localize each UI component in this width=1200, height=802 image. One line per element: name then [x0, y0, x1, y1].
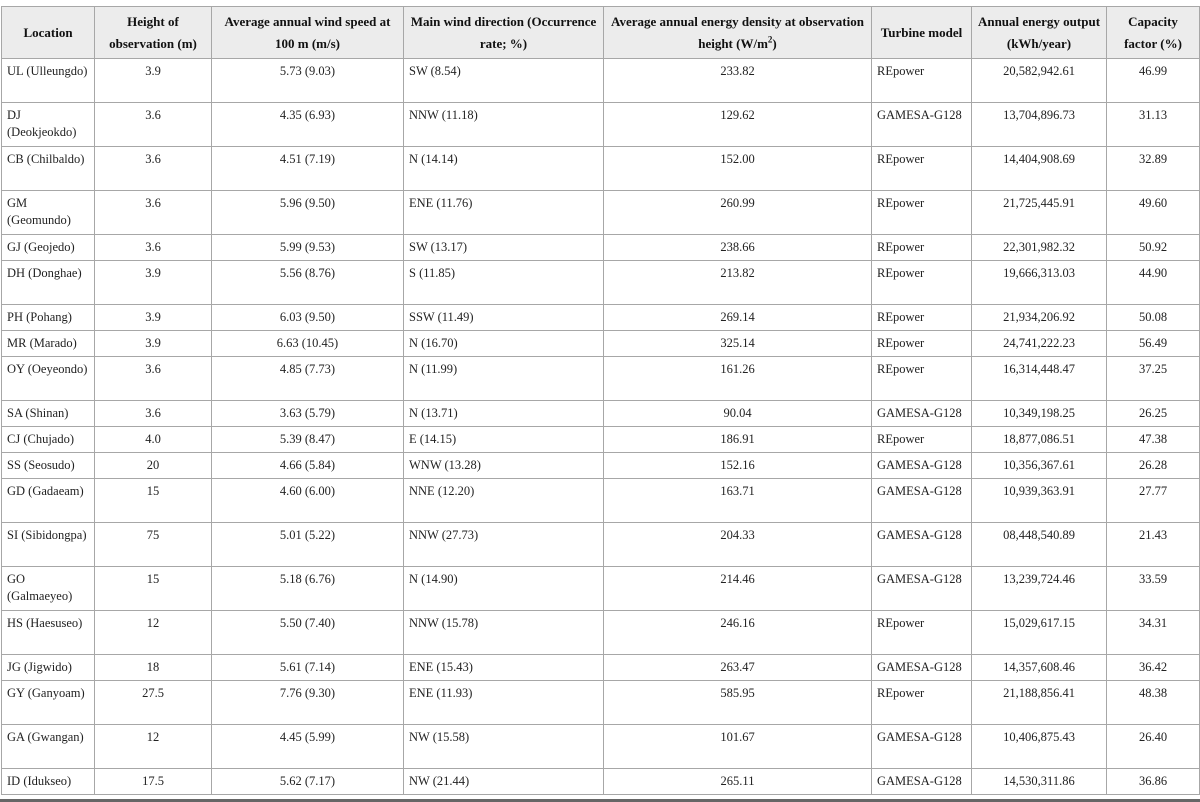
- cell-turbine: REpower: [872, 191, 972, 235]
- cell-height: 3.6: [95, 147, 212, 191]
- cell-direction: NNW (27.73): [404, 523, 604, 567]
- cell-density: 585.95: [604, 681, 872, 725]
- cell-density: 90.04: [604, 401, 872, 427]
- cell-output: 10,356,367.61: [972, 453, 1107, 479]
- table-row: [2, 59, 1200, 103]
- cell-density: 238.66: [604, 235, 872, 261]
- cell-location: MR (Marado): [2, 331, 95, 357]
- cell-location: GY (Ganyoam): [2, 681, 95, 725]
- table-row: [2, 357, 1200, 401]
- table-row: [2, 655, 1200, 681]
- cell-capacity: 31.13: [1107, 103, 1200, 147]
- cell-capacity: 27.77: [1107, 479, 1200, 523]
- cell-density: 214.46: [604, 567, 872, 611]
- cell-capacity: 21.43: [1107, 523, 1200, 567]
- cell-output: 20,582,942.61: [972, 59, 1107, 103]
- cell-turbine: GAMESA-G128: [872, 401, 972, 427]
- cell-turbine: REpower: [872, 305, 972, 331]
- cell-output: 21,188,856.41: [972, 681, 1107, 725]
- cell-speed: 4.51 (7.19): [212, 147, 404, 191]
- header-location: Location: [2, 7, 95, 59]
- cell-capacity: 37.25: [1107, 357, 1200, 401]
- cell-turbine: REpower: [872, 427, 972, 453]
- header-density-superscript: 2: [767, 34, 773, 45]
- cell-density: 186.91: [604, 427, 872, 453]
- cell-turbine: GAMESA-G128: [872, 453, 972, 479]
- cell-capacity: 56.49: [1107, 331, 1200, 357]
- cell-turbine: GAMESA-G128: [872, 567, 972, 611]
- header-density: [604, 7, 872, 59]
- cell-turbine: REpower: [872, 611, 972, 655]
- cell-height: 12: [95, 611, 212, 655]
- cell-location: DJ (Deokjeokdo): [2, 103, 95, 147]
- cell-turbine: REpower: [872, 331, 972, 357]
- cell-density: 233.82: [604, 59, 872, 103]
- cell-density: 204.33: [604, 523, 872, 567]
- cell-density: 246.16: [604, 611, 872, 655]
- header-row: [2, 7, 1200, 59]
- cell-location: CB (Chilbaldo): [2, 147, 95, 191]
- cell-turbine: REpower: [872, 147, 972, 191]
- cell-output: 10,406,875.43: [972, 725, 1107, 769]
- table-row: [2, 567, 1200, 611]
- cell-density: 161.26: [604, 357, 872, 401]
- cell-location: GM (Geomundo): [2, 191, 95, 235]
- cell-capacity: 50.08: [1107, 305, 1200, 331]
- cell-capacity: 34.31: [1107, 611, 1200, 655]
- table-row: [2, 611, 1200, 655]
- header-direction: Main wind direction (Occurrence rate; %): [404, 7, 604, 59]
- header-speed: Average annual wind speed at 100 m (m/s): [212, 7, 404, 59]
- cell-capacity: 26.25: [1107, 401, 1200, 427]
- table-row: [2, 305, 1200, 331]
- cell-speed: 7.76 (9.30): [212, 681, 404, 725]
- cell-speed: 5.01 (5.22): [212, 523, 404, 567]
- cell-density: 213.82: [604, 261, 872, 305]
- cell-speed: 4.35 (6.93): [212, 103, 404, 147]
- cell-output: 21,934,206.92: [972, 305, 1107, 331]
- cell-turbine: GAMESA-G128: [872, 655, 972, 681]
- cell-capacity: 33.59: [1107, 567, 1200, 611]
- cell-output: 10,939,363.91: [972, 479, 1107, 523]
- cell-output: 24,741,222.23: [972, 331, 1107, 357]
- cell-height: 3.6: [95, 191, 212, 235]
- cell-height: 75: [95, 523, 212, 567]
- cell-speed: 6.63 (10.45): [212, 331, 404, 357]
- cell-speed: 4.85 (7.73): [212, 357, 404, 401]
- cell-speed: 5.73 (9.03): [212, 59, 404, 103]
- cell-turbine: REpower: [872, 59, 972, 103]
- cell-height: 3.6: [95, 235, 212, 261]
- cell-turbine: REpower: [872, 681, 972, 725]
- cell-height: 18: [95, 655, 212, 681]
- cell-density: 152.00: [604, 147, 872, 191]
- cell-direction: E (14.15): [404, 427, 604, 453]
- cell-location: JG (Jigwido): [2, 655, 95, 681]
- cell-height: 3.6: [95, 103, 212, 147]
- header-capacity: Capacity factor (%): [1107, 7, 1200, 59]
- cell-height: 17.5: [95, 769, 212, 795]
- table-row: [2, 401, 1200, 427]
- cell-location: HS (Haesuseo): [2, 611, 95, 655]
- header-height: Height of observation (m): [95, 7, 212, 59]
- cell-height: 3.6: [95, 401, 212, 427]
- cell-capacity: 32.89: [1107, 147, 1200, 191]
- cell-output: 13,704,896.73: [972, 103, 1107, 147]
- table-row: [2, 453, 1200, 479]
- cell-direction: WNW (13.28): [404, 453, 604, 479]
- cell-speed: 4.66 (5.84): [212, 453, 404, 479]
- cell-height: 12: [95, 725, 212, 769]
- wind-energy-table: [1, 6, 1200, 795]
- cell-direction: S (11.85): [404, 261, 604, 305]
- cell-direction: NNE (12.20): [404, 479, 604, 523]
- cell-height: 20: [95, 453, 212, 479]
- cell-capacity: 46.99: [1107, 59, 1200, 103]
- cell-capacity: 48.38: [1107, 681, 1200, 725]
- table-row: [2, 261, 1200, 305]
- table-row: [2, 769, 1200, 795]
- header-turbine: Turbine model: [872, 7, 972, 59]
- cell-location: CJ (Chujado): [2, 427, 95, 453]
- cell-capacity: 50.92: [1107, 235, 1200, 261]
- cell-output: 22,301,982.32: [972, 235, 1107, 261]
- cell-height: 15: [95, 567, 212, 611]
- cell-height: 27.5: [95, 681, 212, 725]
- cell-turbine: GAMESA-G128: [872, 725, 972, 769]
- table-row: [2, 191, 1200, 235]
- cell-speed: 4.45 (5.99): [212, 725, 404, 769]
- cell-output: 14,404,908.69: [972, 147, 1107, 191]
- cell-capacity: 47.38: [1107, 427, 1200, 453]
- cell-capacity: 36.42: [1107, 655, 1200, 681]
- cell-capacity: 26.40: [1107, 725, 1200, 769]
- cell-turbine: GAMESA-G128: [872, 103, 972, 147]
- cell-location: GJ (Geojedo): [2, 235, 95, 261]
- cell-height: 3.6: [95, 357, 212, 401]
- cell-direction: SW (8.54): [404, 59, 604, 103]
- cell-output: 19,666,313.03: [972, 261, 1107, 305]
- cell-height: 3.9: [95, 331, 212, 357]
- cell-density: 263.47: [604, 655, 872, 681]
- header-density-close: ): [772, 35, 777, 51]
- header-density-text: Average annual energy density at observation height (W/m: [611, 13, 864, 51]
- cell-speed: 5.56 (8.76): [212, 261, 404, 305]
- cell-output: 15,029,617.15: [972, 611, 1107, 655]
- cell-output: 10,349,198.25: [972, 401, 1107, 427]
- cell-direction: NW (21.44): [404, 769, 604, 795]
- cell-direction: ENE (11.76): [404, 191, 604, 235]
- table-row: [2, 479, 1200, 523]
- cell-speed: 5.18 (6.76): [212, 567, 404, 611]
- cell-turbine: GAMESA-G128: [872, 523, 972, 567]
- cell-direction: SW (13.17): [404, 235, 604, 261]
- cell-density: 101.67: [604, 725, 872, 769]
- cell-output: 16,314,448.47: [972, 357, 1107, 401]
- table-body: [2, 59, 1200, 795]
- cell-capacity: 26.28: [1107, 453, 1200, 479]
- cell-capacity: 44.90: [1107, 261, 1200, 305]
- cell-height: 3.9: [95, 261, 212, 305]
- cell-location: GD (Gadaeam): [2, 479, 95, 523]
- cell-direction: ENE (11.93): [404, 681, 604, 725]
- cell-location: SS (Seosudo): [2, 453, 95, 479]
- table-row: [2, 331, 1200, 357]
- cell-location: PH (Pohang): [2, 305, 95, 331]
- cell-output: 21,725,445.91: [972, 191, 1107, 235]
- table-row: [2, 725, 1200, 769]
- table-row: [2, 427, 1200, 453]
- header-output: Annual energy output (kWh/year): [972, 7, 1107, 59]
- cell-direction: N (14.90): [404, 567, 604, 611]
- cell-speed: 6.03 (9.50): [212, 305, 404, 331]
- cell-density: 325.14: [604, 331, 872, 357]
- cell-location: GA (Gwangan): [2, 725, 95, 769]
- cell-direction: N (14.14): [404, 147, 604, 191]
- table-row: [2, 523, 1200, 567]
- cell-speed: 5.39 (8.47): [212, 427, 404, 453]
- cell-turbine: GAMESA-G128: [872, 769, 972, 795]
- cell-output: 14,357,608.46: [972, 655, 1107, 681]
- table-row: [2, 235, 1200, 261]
- cell-direction: N (13.71): [404, 401, 604, 427]
- cell-height: 3.9: [95, 305, 212, 331]
- cell-density: 129.62: [604, 103, 872, 147]
- cell-density: 260.99: [604, 191, 872, 235]
- table-row: [2, 681, 1200, 725]
- cell-speed: 3.63 (5.79): [212, 401, 404, 427]
- cell-capacity: 36.86: [1107, 769, 1200, 795]
- cell-speed: 5.62 (7.17): [212, 769, 404, 795]
- table-row: [2, 147, 1200, 191]
- cell-location: GO (Galmaeyeo): [2, 567, 95, 611]
- cell-direction: NNW (11.18): [404, 103, 604, 147]
- cell-direction: ENE (15.43): [404, 655, 604, 681]
- cell-direction: NW (15.58): [404, 725, 604, 769]
- cell-output: 14,530,311.86: [972, 769, 1107, 795]
- cell-density: 152.16: [604, 453, 872, 479]
- cell-height: 4.0: [95, 427, 212, 453]
- cell-location: ID (Idukseo): [2, 769, 95, 795]
- cell-density: 163.71: [604, 479, 872, 523]
- cell-location: OY (Oeyeondo): [2, 357, 95, 401]
- cell-output: 18,877,086.51: [972, 427, 1107, 453]
- cell-turbine: GAMESA-G128: [872, 479, 972, 523]
- cell-output: 13,239,724.46: [972, 567, 1107, 611]
- cell-output: 08,448,540.89: [972, 523, 1107, 567]
- cell-location: SA (Shinan): [2, 401, 95, 427]
- cell-location: DH (Donghae): [2, 261, 95, 305]
- cell-speed: 5.50 (7.40): [212, 611, 404, 655]
- cell-speed: 5.96 (9.50): [212, 191, 404, 235]
- cell-direction: N (11.99): [404, 357, 604, 401]
- cell-height: 3.9: [95, 59, 212, 103]
- cell-height: 15: [95, 479, 212, 523]
- cell-direction: NNW (15.78): [404, 611, 604, 655]
- cell-turbine: REpower: [872, 235, 972, 261]
- cell-location: UL (Ulleungdo): [2, 59, 95, 103]
- cell-speed: 5.99 (9.53): [212, 235, 404, 261]
- cell-turbine: REpower: [872, 261, 972, 305]
- cell-direction: N (16.70): [404, 331, 604, 357]
- cell-direction: SSW (11.49): [404, 305, 604, 331]
- cell-turbine: REpower: [872, 357, 972, 401]
- cell-capacity: 49.60: [1107, 191, 1200, 235]
- table-row: [2, 103, 1200, 147]
- cell-speed: 5.61 (7.14): [212, 655, 404, 681]
- cell-location: SI (Sibidongpa): [2, 523, 95, 567]
- cell-density: 269.14: [604, 305, 872, 331]
- cell-speed: 4.60 (6.00): [212, 479, 404, 523]
- cell-density: 265.11: [604, 769, 872, 795]
